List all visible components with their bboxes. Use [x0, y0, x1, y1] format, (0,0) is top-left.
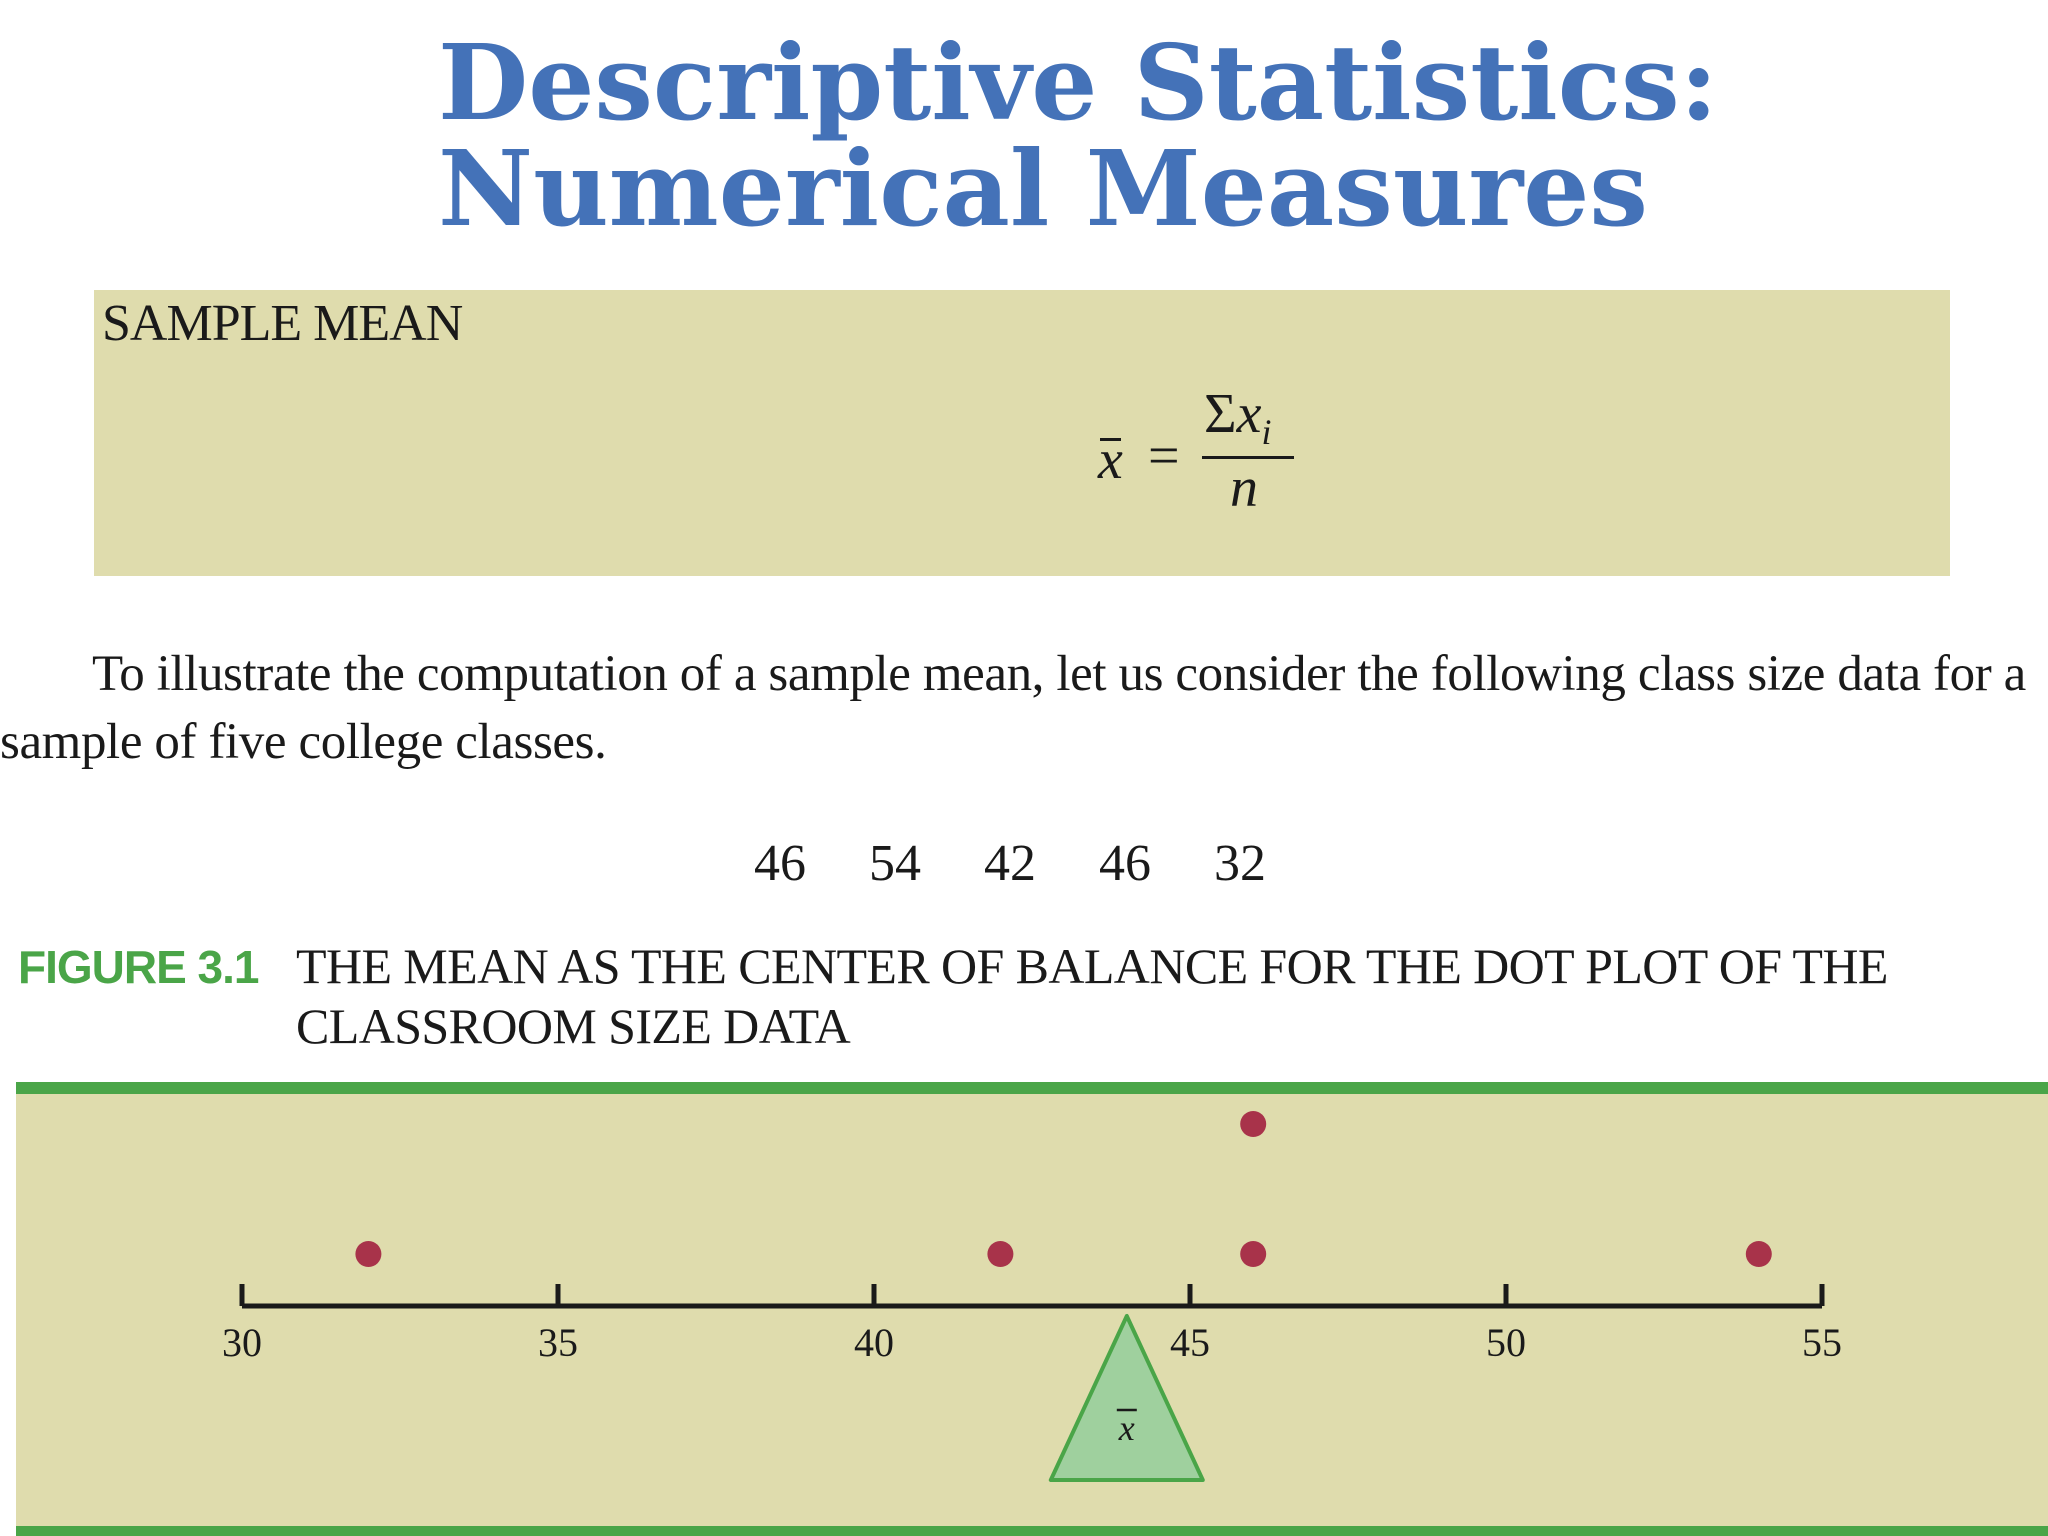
figure-title: THE MEAN AS THE CENTER OF BALANCE FOR THE DOT PLOT OF THE CLASSROOM SIZE DATA — [296, 938, 1888, 1054]
tick-label: 50 — [1486, 1320, 1526, 1365]
tick-label: 45 — [1170, 1320, 1210, 1365]
data-point — [987, 1241, 1013, 1267]
formula-sigma: Σ — [1204, 383, 1237, 445]
data-point — [1746, 1241, 1772, 1267]
sample-mean-formula — [998, 383, 1298, 520]
figure-label: FIGURE 3.1 — [18, 941, 259, 993]
page-title — [438, 21, 1719, 250]
formula-equals: = — [1148, 425, 1180, 487]
data-point — [1240, 1241, 1266, 1267]
page-title-line-2: Numerical Measures — [438, 127, 1648, 250]
data-point — [355, 1241, 381, 1267]
formula-x-bar: x — [1098, 429, 1123, 491]
dot-plot-figure — [16, 1082, 2048, 1536]
tick-label: 30 — [222, 1320, 262, 1365]
body-paragraph: To illustrate the computation of a sample mean, let us consider the following class size data for a sample of five college classes. — [0, 646, 2026, 770]
tick-label: 40 — [854, 1320, 894, 1365]
data-point — [1240, 1111, 1266, 1137]
formula-subscript-i: i — [1261, 412, 1272, 452]
tick-label: 55 — [1802, 1320, 1842, 1365]
page-title-line-1: Descriptive Statistics: — [438, 21, 1719, 144]
class-size-values: 46 54 42 46 32 — [754, 835, 1266, 892]
formula-x: x — [1236, 383, 1262, 445]
formula-denominator: n — [1230, 457, 1258, 519]
mean-label: x — [1118, 1408, 1135, 1448]
sample-mean-definition-box — [94, 290, 1950, 576]
definition-heading: SAMPLE MEAN — [102, 295, 463, 352]
formula-numerator — [1204, 382, 1271, 453]
tick-label: 35 — [538, 1320, 578, 1365]
dot-plot-svg — [16, 1094, 2048, 1526]
figure-caption — [18, 936, 2048, 1056]
